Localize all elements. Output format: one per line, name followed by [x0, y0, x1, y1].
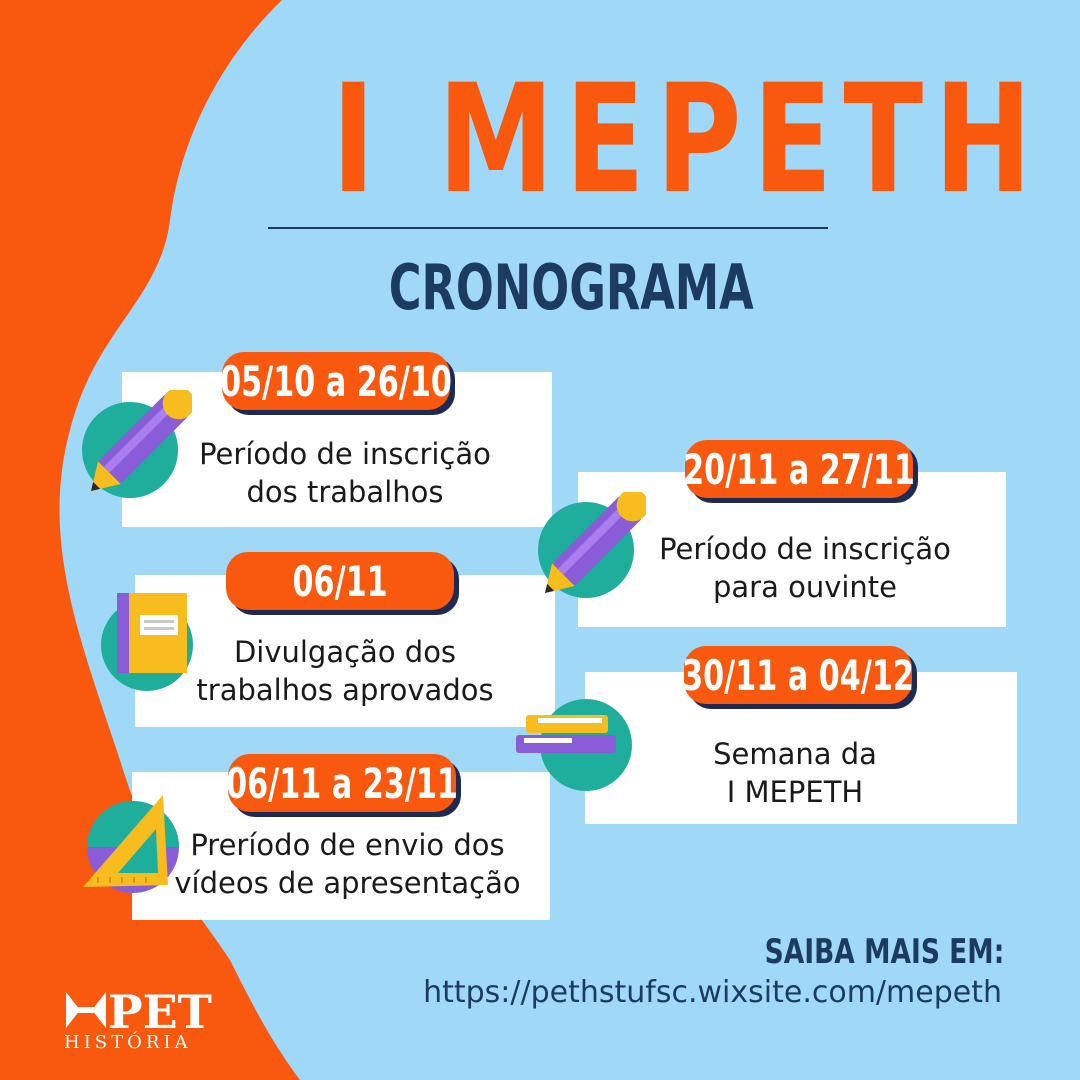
- books-icon: [512, 695, 637, 805]
- date-label: 05/10 a 26/10: [220, 356, 452, 406]
- description-line: Período de inscrição: [199, 437, 491, 471]
- page-subtitle: CRONOGRAMA: [388, 251, 754, 324]
- ruler-triangle-icon: [78, 785, 193, 900]
- page-title: I MEPETH: [331, 53, 1043, 227]
- logo-name: PET: [108, 985, 212, 1039]
- date-label: 06/11: [292, 556, 388, 606]
- pet-logo-icon: [64, 990, 108, 1030]
- date-pill-3: [228, 754, 456, 812]
- date-pill-1: [222, 352, 450, 410]
- date-pill-4: [685, 440, 913, 498]
- description-line: para ouvinte: [712, 570, 898, 604]
- description-line: dos trabalhos: [246, 475, 444, 509]
- date-label: 20/11 a 27/11: [683, 444, 915, 494]
- date-label: 30/11 a 04/12: [682, 650, 914, 700]
- website-link[interactable]: https://pethstufsc.wixsite.com/mepeth: [423, 975, 1002, 1010]
- description-line: vídeos de apresentação: [174, 866, 521, 900]
- date-pill-2: [226, 552, 454, 610]
- description-line: Divulgação dos: [233, 635, 457, 669]
- schedule-description-1: [175, 435, 515, 511]
- title-divider: [268, 227, 828, 229]
- description-line: I MEPETH: [726, 775, 864, 809]
- description-line: trabalhos aprovados: [196, 673, 494, 707]
- schedule-description-2: [175, 633, 515, 709]
- schedule-description-4: [630, 530, 980, 606]
- description-line: Preríodo de envio dos: [190, 828, 505, 862]
- more-info-label: SAIBA MAIS EM:: [764, 932, 1004, 972]
- schedule-description-5: [640, 735, 950, 811]
- date-label: 06/11 a 23/11: [226, 758, 458, 808]
- description-line: Período de inscrição: [659, 532, 951, 566]
- notebook-icon: [92, 585, 202, 695]
- pencil-icon: [72, 390, 192, 510]
- schedule-description-3: [165, 826, 530, 902]
- description-line: Semana da: [713, 737, 877, 771]
- pencil-icon: [526, 492, 646, 612]
- logo-subtitle: HISTÓRIA: [64, 1032, 192, 1053]
- date-pill-5: [684, 646, 912, 704]
